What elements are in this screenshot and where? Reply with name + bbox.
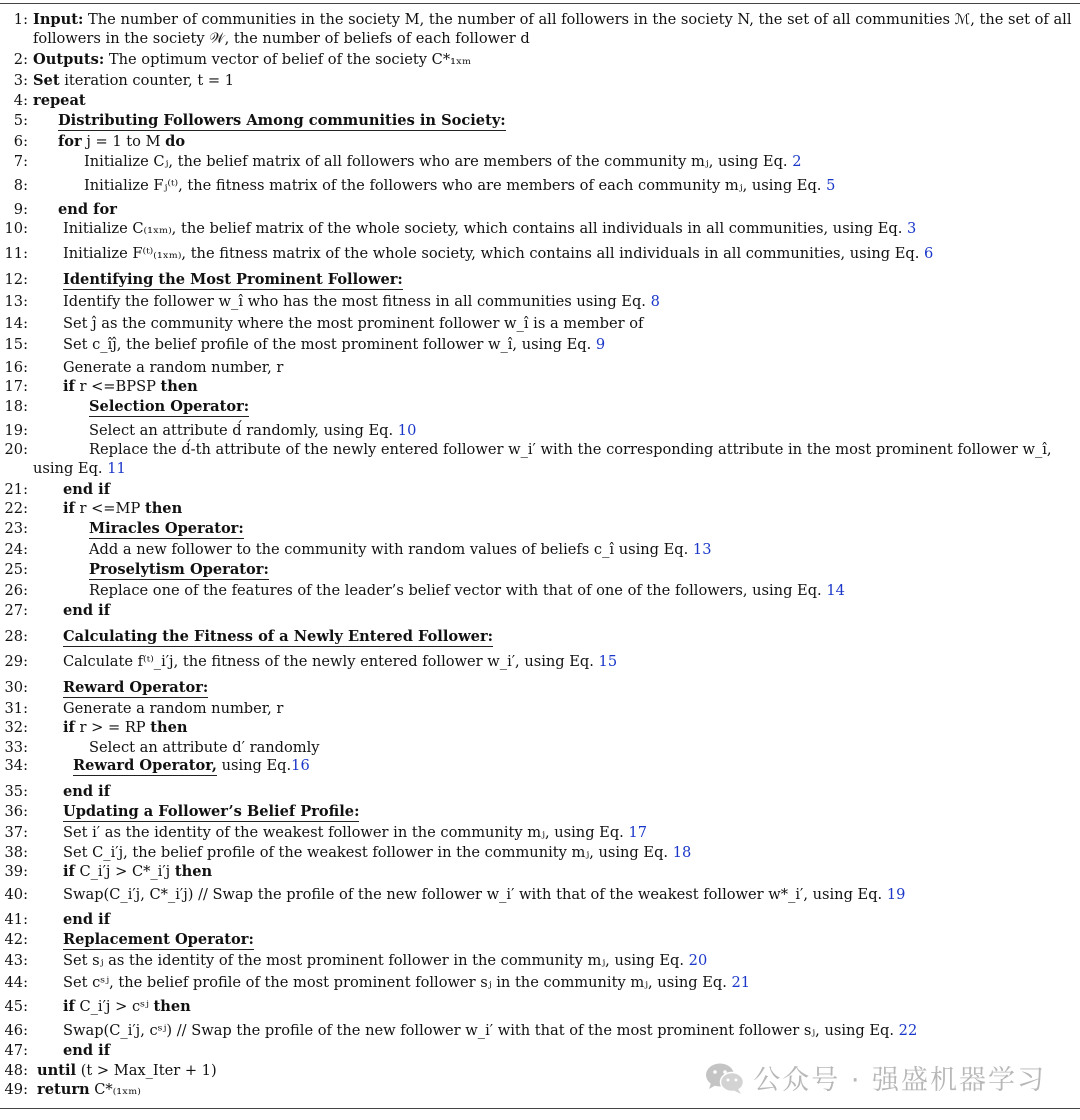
line-number: 1: bbox=[13, 11, 28, 28]
statement-text: Initialize Fⱼ⁽ᵗ⁾, the fitness matrix of the followers who are members of each community mⱼ, using Eq. bbox=[84, 177, 827, 194]
statement-text: C_i′j > C*_i′j bbox=[74, 863, 175, 880]
keyword: Input: bbox=[33, 11, 84, 28]
line-number: 36: bbox=[4, 803, 28, 820]
keyword: then bbox=[174, 863, 213, 880]
line-number: 41: bbox=[4, 911, 28, 928]
statement-text: Set sⱼ as the identity of the most prominent follower in the community mⱼ, using Eq. bbox=[63, 952, 689, 969]
keyword: if bbox=[63, 998, 75, 1015]
keyword: end if bbox=[63, 481, 111, 498]
line-number: 8: bbox=[13, 177, 28, 194]
statement-text: Replace the d́-th attribute of the newly entered follower w_i′ with the corresponding attribute in the most prominent follower w_î, bbox=[89, 441, 1052, 458]
line-text bbox=[63, 862, 212, 881]
keyword: return bbox=[37, 1081, 90, 1098]
keyword: do bbox=[165, 133, 186, 150]
equation-ref-link[interactable]: 16 bbox=[291, 757, 310, 774]
line-number: 46: bbox=[4, 1022, 28, 1039]
statement-text: Initialize F⁽ᵗ⁾₍₁ₓₘ₎, the fitness matrix of the whole society, which contains all individuals in all communities, using Eq. bbox=[63, 245, 924, 262]
equation-ref-link[interactable]: 19 bbox=[886, 886, 906, 903]
line-text bbox=[89, 519, 244, 538]
equation-ref-link[interactable]: 21 bbox=[731, 974, 751, 991]
line-text bbox=[63, 377, 198, 396]
line-number: 11: bbox=[4, 245, 28, 262]
line-number: 24: bbox=[4, 541, 28, 558]
line-number: 38: bbox=[4, 844, 28, 861]
line-number: 25: bbox=[4, 561, 28, 578]
line-text bbox=[33, 71, 234, 90]
line-text bbox=[89, 560, 269, 579]
line-number: 22: bbox=[4, 500, 28, 517]
line-number: 2: bbox=[13, 51, 28, 68]
statement-text: Swap(C_i′j, C*_i′j) // Swap the profile of the new follower w_i′ with that of the weakest follower w*_i′, using Eq. bbox=[63, 886, 887, 903]
statement-text: r <=BPSP bbox=[74, 378, 161, 395]
equation-ref-link[interactable]: 6 bbox=[924, 245, 934, 262]
algorithm-line bbox=[0, 10, 1080, 50]
line-text bbox=[63, 244, 933, 263]
statement-text: Initialize Cⱼ, the belief matrix of all followers who are members of the community mⱼ, using Eq. bbox=[84, 153, 793, 170]
line-text bbox=[89, 738, 320, 757]
line-text bbox=[63, 678, 208, 697]
line-number: 21: bbox=[4, 481, 28, 498]
line-number: 18: bbox=[4, 398, 28, 415]
line-number: 12: bbox=[4, 271, 28, 288]
statement-text: The optimum vector of belief of the society C*₁ₓₘ bbox=[104, 51, 472, 68]
keyword: end if bbox=[63, 602, 111, 619]
statement-text: Set i′ as the identity of the weakest follower in the community mⱼ, using Eq. bbox=[63, 824, 629, 841]
line-text bbox=[37, 1080, 141, 1099]
line-text bbox=[58, 111, 506, 130]
line-text bbox=[58, 132, 185, 151]
statement-text: Add a new follower to the community with random values of beliefs c_î using Eq. bbox=[89, 541, 693, 558]
line-text bbox=[63, 358, 283, 377]
statement-text: (t > Max_Iter + 1) bbox=[76, 1062, 217, 1079]
line-number: 9: bbox=[13, 201, 28, 218]
statement-text: Set cˢʲ, the belief profile of the most prominent follower sⱼ in the community mⱼ, using Eq. bbox=[63, 974, 732, 991]
line-number: 10: bbox=[4, 220, 28, 237]
line-text bbox=[63, 1021, 917, 1040]
line-number: 23: bbox=[4, 520, 28, 537]
line-number: 32: bbox=[4, 719, 28, 736]
line-text bbox=[84, 176, 835, 195]
section-heading: Updating a Follower’s Belief Profile: bbox=[63, 803, 360, 820]
keyword: then bbox=[144, 500, 183, 517]
line-number: 37: bbox=[4, 824, 28, 841]
line-text bbox=[63, 335, 605, 354]
statement-text: Swap(C_i′j, cˢʲ) // Swap the profile of the new follower w_i′ with that of the most prominent follower sⱼ, using Eq. bbox=[63, 1022, 899, 1039]
statement-text: Generate a random number, r bbox=[63, 359, 284, 376]
keyword: end if bbox=[63, 783, 111, 800]
statement-text: Generate a random number, r bbox=[63, 700, 284, 717]
section-heading: Identifying the Most Prominent Follower: bbox=[63, 271, 403, 288]
keyword: if bbox=[63, 378, 75, 395]
equation-ref-link[interactable]: 11 bbox=[107, 460, 126, 477]
statement-text: Select an attribute d′ randomly bbox=[89, 739, 320, 756]
statement-text: using Eq. bbox=[216, 757, 292, 774]
line-number: 45: bbox=[4, 998, 28, 1015]
equation-ref-link[interactable]: 9 bbox=[595, 336, 606, 353]
line-number: 40: bbox=[4, 886, 28, 903]
keyword: end for bbox=[58, 201, 117, 218]
statement-text: Calculate f⁽ᵗ⁾_i′j, the fitness of the newly entered follower w_i′, using Eq. bbox=[63, 653, 599, 670]
line-text bbox=[33, 459, 126, 478]
keyword: if bbox=[63, 719, 75, 736]
statement-text: Initialize C₍₁ₓₘ₎, the belief matrix of the whole society, which contains all individuals in all communities, using Eq. bbox=[63, 220, 908, 237]
equation-ref-link[interactable]: 15 bbox=[598, 653, 618, 670]
line-text bbox=[63, 823, 647, 842]
equation-ref-link[interactable]: 5 bbox=[826, 177, 836, 194]
statement-text: C_i′j > cˢʲ bbox=[74, 998, 154, 1015]
line-text bbox=[63, 718, 188, 737]
line-text bbox=[63, 843, 691, 862]
line-text bbox=[63, 973, 750, 992]
keyword: then bbox=[153, 998, 191, 1015]
section-heading: Selection Operator: bbox=[89, 398, 250, 415]
keyword: then bbox=[150, 719, 188, 736]
line-number: 13: bbox=[4, 293, 28, 310]
statement-text: Set ĵ as the community where the most prominent follower w_î is a member of bbox=[63, 315, 644, 332]
equation-ref-link[interactable]: 2 bbox=[792, 153, 802, 170]
line-text bbox=[63, 930, 254, 949]
line-text bbox=[37, 1061, 217, 1080]
line-number: 19: bbox=[4, 422, 28, 439]
section-heading: Miracles Operator: bbox=[89, 520, 244, 537]
keyword: end if bbox=[63, 1042, 111, 1059]
algorithm-bottom-rule bbox=[0, 1108, 1080, 1109]
line-number: 20: bbox=[4, 441, 28, 458]
section-heading: Calculating the Fitness of a Newly Entered Follower: bbox=[63, 628, 494, 645]
equation-ref-link[interactable]: 3 bbox=[907, 220, 917, 237]
line-text bbox=[63, 885, 905, 904]
line-text bbox=[63, 480, 110, 499]
equation-ref-link[interactable]: 20 bbox=[688, 952, 708, 969]
keyword: for bbox=[58, 133, 82, 150]
keyword: if bbox=[63, 863, 75, 880]
line-text bbox=[89, 581, 845, 600]
line-number: 26: bbox=[4, 582, 28, 599]
line-text bbox=[89, 440, 1052, 459]
statement-text: C*₍₁ₓₘ₎ bbox=[89, 1081, 141, 1098]
statement-text: Identify the follower w_î who has the most fitness in all communities using Eq. bbox=[63, 293, 651, 310]
statement-text: r <=MP bbox=[74, 500, 145, 517]
line-number: 43: bbox=[4, 952, 28, 969]
statement-text: Replace one of the features of the leader’s belief vector with that of one of the followers, using Eq. bbox=[89, 582, 827, 599]
line-number: 7: bbox=[13, 153, 28, 170]
statement-text: r > = RP bbox=[74, 719, 151, 736]
line-text bbox=[63, 601, 110, 620]
section-heading: Reward Operator: bbox=[63, 679, 209, 696]
statement-text: iteration counter, t = 1 bbox=[59, 72, 234, 89]
equation-ref-link[interactable]: 17 bbox=[628, 824, 648, 841]
line-text bbox=[73, 756, 310, 775]
section-heading: Distributing Followers Among communities in Society: bbox=[58, 112, 506, 129]
statement-text: Set C_i′j, the belief profile of the weakest follower in the community mⱼ, using Eq. bbox=[63, 844, 673, 861]
equation-ref-link[interactable]: 18 bbox=[672, 844, 692, 861]
line-number: 49: bbox=[4, 1081, 28, 1098]
statement-text: using Eq. bbox=[33, 460, 108, 477]
line-number: 15: bbox=[4, 336, 28, 353]
line-number: 48: bbox=[4, 1062, 28, 1079]
line-text bbox=[63, 499, 182, 518]
line-text bbox=[63, 652, 617, 671]
line-text bbox=[63, 1041, 110, 1060]
equation-ref-link[interactable]: 8 bbox=[650, 293, 660, 310]
watermark-text: 公众号 · 强盛机器学习 bbox=[753, 1065, 1046, 1096]
line-text bbox=[33, 91, 86, 110]
line-text bbox=[63, 270, 403, 289]
keyword: Outputs: bbox=[33, 51, 105, 68]
keyword: end if bbox=[63, 911, 111, 928]
line-number: 17: bbox=[4, 378, 28, 395]
wechat-icon bbox=[705, 1061, 745, 1095]
line-text bbox=[33, 50, 471, 69]
equation-ref-link[interactable]: 10 bbox=[397, 422, 417, 439]
line-text bbox=[58, 200, 117, 219]
line-text bbox=[63, 997, 191, 1016]
line-text bbox=[63, 699, 283, 718]
line-number: 39: bbox=[4, 863, 28, 880]
line-number: 6: bbox=[13, 133, 28, 150]
line-text bbox=[63, 802, 359, 821]
statement-text: Set c_îĵ, the belief profile of the most prominent follower w_î, using Eq. bbox=[63, 336, 596, 353]
section-heading: Proselytism Operator: bbox=[89, 561, 269, 578]
line-text bbox=[63, 314, 643, 333]
line-text bbox=[63, 910, 110, 929]
line-text bbox=[63, 782, 110, 801]
line-number: 3: bbox=[13, 72, 28, 89]
line-number: 33: bbox=[4, 739, 28, 756]
line-text bbox=[63, 292, 660, 311]
keyword: until bbox=[37, 1062, 77, 1079]
line-number: 31: bbox=[4, 700, 28, 717]
line-text bbox=[84, 152, 802, 171]
keyword: then bbox=[160, 378, 198, 395]
equation-ref-link[interactable]: 14 bbox=[826, 582, 845, 599]
statement-text: The number of communities in the society M, the number of all followers in the society N, the set of all communities ℳ, the set of all followers in the society 𝒲, the number of beliefs of each follower d bbox=[33, 11, 1072, 47]
line-number: 5: bbox=[13, 112, 28, 129]
section-heading: Replacement Operator: bbox=[63, 931, 254, 948]
equation-ref-link[interactable]: 13 bbox=[692, 541, 712, 558]
line-number: 47: bbox=[4, 1042, 28, 1059]
line-number: 27: bbox=[4, 602, 28, 619]
line-text bbox=[63, 627, 493, 646]
line-number: 34: bbox=[4, 757, 28, 774]
watermark bbox=[705, 1058, 1046, 1097]
algorithm-top-rule bbox=[0, 3, 1080, 4]
line-text bbox=[63, 951, 707, 970]
section-heading: Reward Operator, bbox=[73, 757, 217, 774]
line-number: 35: bbox=[4, 783, 28, 800]
line-number: 14: bbox=[4, 315, 28, 332]
equation-ref-link[interactable]: 22 bbox=[898, 1022, 918, 1039]
line-text bbox=[33, 10, 1073, 48]
statement-text: Select an attribute d́ randomly, using Eq. bbox=[89, 422, 398, 439]
line-number: 16: bbox=[4, 359, 28, 376]
keyword: Set bbox=[33, 72, 60, 89]
line-text bbox=[63, 219, 916, 238]
line-number: 30: bbox=[4, 679, 28, 696]
line-text bbox=[89, 421, 416, 440]
line-number: 29: bbox=[4, 653, 28, 670]
line-number: 4: bbox=[13, 92, 28, 109]
line-number: 42: bbox=[4, 931, 28, 948]
line-text bbox=[89, 397, 249, 416]
keyword: repeat bbox=[33, 92, 86, 109]
statement-text: j = 1 to M bbox=[81, 133, 166, 150]
keyword: if bbox=[63, 500, 75, 517]
line-number: 28: bbox=[4, 628, 28, 645]
line-text bbox=[89, 540, 712, 559]
line-number: 44: bbox=[4, 974, 28, 991]
